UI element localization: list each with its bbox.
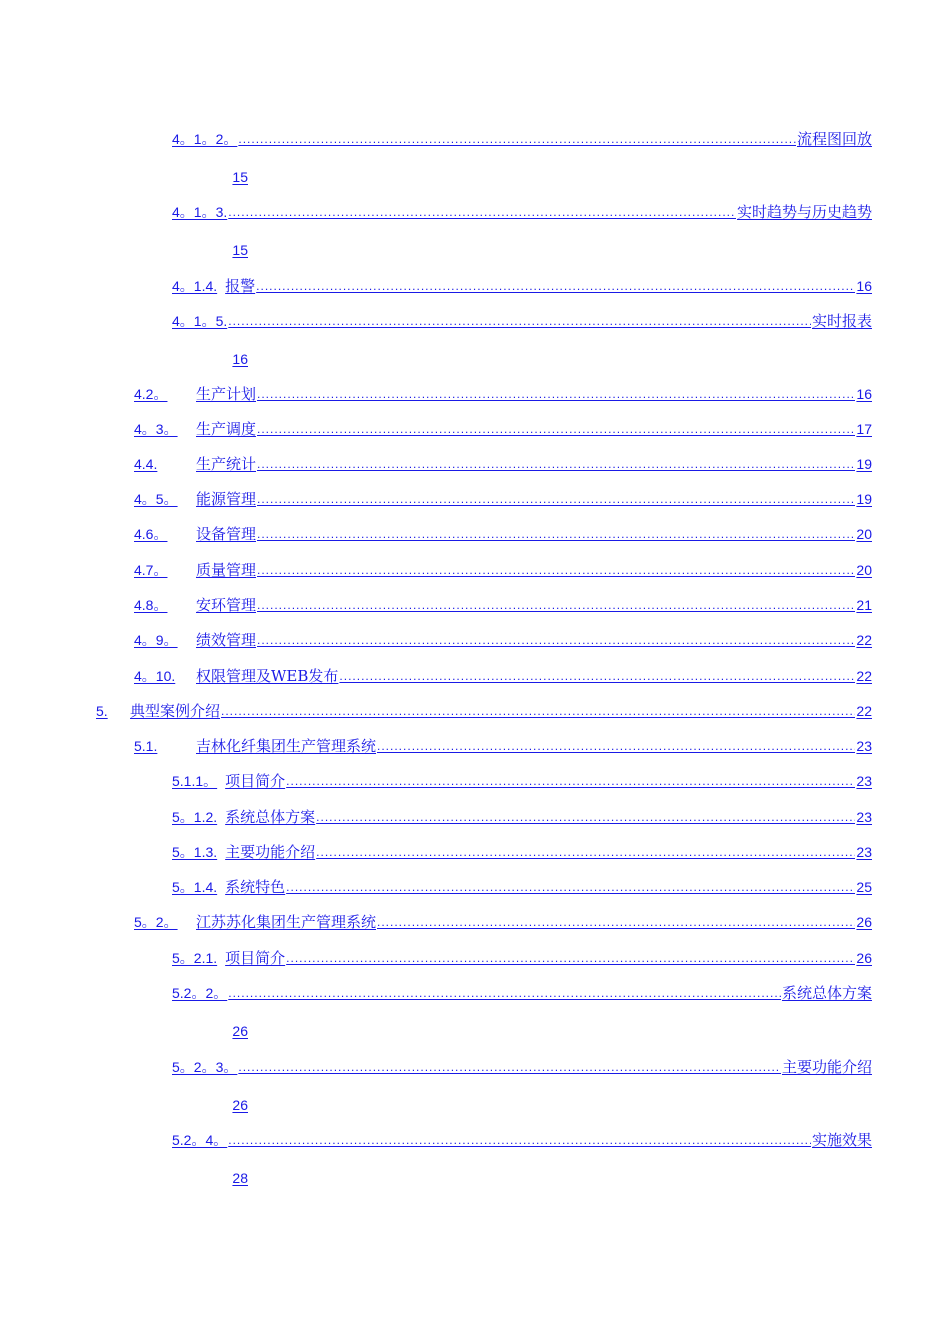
- toc-page-number: 20: [856, 526, 872, 542]
- toc-number: 4.6。: [134, 526, 168, 542]
- toc-entry-4-1-2[interactable]: [172, 126, 872, 148]
- toc-title: 吉林化纤集团生产管理系统: [196, 737, 377, 755]
- toc-title: 绩效管理: [196, 631, 257, 649]
- toc-page-number: 26: [856, 950, 872, 966]
- toc-leader: [257, 561, 855, 579]
- toc-number: 4.7。: [134, 562, 168, 578]
- toc-page-4-1-3[interactable]: [172, 237, 248, 259]
- toc-leader: [238, 1058, 781, 1076]
- toc-title: 系统总体方案: [225, 808, 316, 826]
- toc-title: 生产计划: [196, 385, 257, 403]
- toc-number: 5。1.3.: [172, 844, 218, 860]
- toc-title: 安环管理: [196, 596, 257, 614]
- toc-number: 4。10.: [134, 668, 176, 684]
- toc-leader: [339, 667, 855, 685]
- toc-title: 生产调度: [196, 420, 257, 438]
- toc-leader: [286, 949, 855, 967]
- toc-entry-5-2-1[interactable]: [172, 945, 872, 967]
- toc-leader: [256, 277, 855, 295]
- toc-number: 5.1.1。: [172, 773, 218, 789]
- toc-number: 4。1。2。: [172, 131, 238, 147]
- toc-entry-5[interactable]: [96, 698, 872, 720]
- toc-page-number: 15: [232, 169, 248, 185]
- toc-leader: [316, 843, 855, 861]
- toc-page-number: 28: [232, 1170, 248, 1186]
- toc-entry-5-1-3[interactable]: [172, 839, 872, 861]
- toc-page-number: 16: [856, 386, 872, 402]
- toc-title: 实时趋势与历史趋势: [736, 203, 872, 221]
- toc-number: 5。2.1.: [172, 950, 218, 966]
- toc-entry-5-1-1[interactable]: [172, 768, 872, 790]
- toc-number: 4。1。5.: [172, 313, 228, 329]
- toc-title: 质量管理: [196, 561, 257, 579]
- toc-page-number: 26: [232, 1097, 248, 1113]
- toc-page-number: 20: [856, 562, 872, 578]
- toc-entry-5-1-4[interactable]: [172, 874, 872, 896]
- toc-entry-5-1-2[interactable]: [172, 804, 872, 826]
- toc-title: 江苏苏化集团生产管理系统: [196, 913, 377, 931]
- toc-page-number: 23: [856, 809, 872, 825]
- toc-entry-4-3[interactable]: [134, 416, 872, 438]
- toc-entry-5-2-3[interactable]: [172, 1054, 872, 1076]
- toc-page-number: 22: [856, 703, 872, 719]
- toc-title: 设备管理: [196, 525, 257, 543]
- toc-title: 系统特色: [225, 878, 286, 896]
- toc-entry-5-2-2[interactable]: [172, 980, 872, 1002]
- toc-leader: [257, 631, 855, 649]
- toc-title: 主要功能介绍: [225, 843, 316, 861]
- toc-leader: [316, 808, 855, 826]
- toc-number: 4。1。3.: [172, 204, 228, 220]
- toc-leader: [257, 490, 855, 508]
- toc-page-number: 16: [232, 351, 248, 367]
- toc-page-5-2-2[interactable]: [172, 1018, 248, 1040]
- toc-entry-4-8[interactable]: [134, 592, 872, 614]
- toc-leader: [257, 420, 855, 438]
- toc-page-number: 23: [856, 773, 872, 789]
- toc-page-number: 16: [856, 278, 872, 294]
- toc-entry-5-2[interactable]: [134, 909, 872, 931]
- toc-entry-4-2[interactable]: [134, 381, 872, 403]
- toc-page-number: 17: [856, 421, 872, 437]
- toc-leader: [286, 878, 855, 896]
- toc-page-number: 22: [856, 668, 872, 684]
- toc-leader: [228, 312, 811, 330]
- toc-entry-4-7[interactable]: [134, 557, 872, 579]
- toc-leader: [377, 737, 855, 755]
- toc-entry-4-5[interactable]: [134, 486, 872, 508]
- toc-title: 系统总体方案: [781, 984, 872, 1002]
- toc-page-5-2-4[interactable]: [172, 1165, 248, 1187]
- toc-leader: [228, 203, 736, 221]
- toc-page-5-2-3[interactable]: [172, 1092, 248, 1114]
- toc-number: 4.8。: [134, 597, 168, 613]
- toc-title: 典型案例介绍: [130, 702, 221, 720]
- toc-leader: [286, 772, 855, 790]
- toc-page-number: 25: [856, 879, 872, 895]
- toc-page-number: 15: [232, 242, 248, 258]
- toc-number: 4.4.: [134, 456, 158, 472]
- toc-title: 流程图回放: [796, 130, 872, 148]
- toc-leader: [238, 130, 796, 148]
- toc-page-number: 19: [856, 491, 872, 507]
- toc-page-number: 26: [232, 1023, 248, 1039]
- toc-number: 5.: [96, 703, 108, 719]
- toc-title: 报警: [225, 277, 256, 295]
- toc-entry-4-1-5[interactable]: [172, 308, 872, 330]
- toc-number: 5。1.2.: [172, 809, 218, 825]
- toc-page-4-1-5[interactable]: [172, 346, 248, 368]
- toc-leader: [257, 455, 855, 473]
- toc-entry-5-2-4[interactable]: [172, 1127, 872, 1149]
- toc-title: 实时报表: [811, 312, 872, 330]
- toc-number: 5。2。: [134, 914, 178, 930]
- toc-entry-5-1[interactable]: [134, 733, 872, 755]
- toc-title: 主要功能介绍: [781, 1058, 872, 1076]
- toc-leader: [257, 385, 855, 403]
- toc-title: 生产统计: [196, 455, 257, 473]
- toc-title: 能源管理: [196, 490, 257, 508]
- toc-entry-4-1-3[interactable]: [172, 199, 872, 221]
- toc-number: 4。1.4.: [172, 278, 218, 294]
- toc-entry-4-1-4[interactable]: [172, 273, 872, 295]
- toc-title: 实施效果: [811, 1131, 872, 1149]
- toc-number: 4。5。: [134, 491, 178, 507]
- toc-number: 4。3。: [134, 421, 178, 437]
- toc-page-number: 23: [856, 738, 872, 754]
- toc-number: 5。1.4.: [172, 879, 218, 895]
- toc-page-number: 19: [856, 456, 872, 472]
- toc-leader: [221, 702, 855, 720]
- toc-leader: [228, 984, 781, 1002]
- toc-entry-4-10[interactable]: [134, 663, 872, 685]
- toc-leader: [377, 913, 855, 931]
- toc-page-number: 26: [856, 914, 872, 930]
- toc-leader: [228, 1131, 811, 1149]
- toc-leader: [257, 525, 855, 543]
- toc-title: 项目简介: [225, 949, 286, 967]
- toc-number: 5.2。2。: [172, 985, 228, 1001]
- toc-page-number: 22: [856, 632, 872, 648]
- toc-page-number: 21: [856, 597, 872, 613]
- toc-number: 4。9。: [134, 632, 178, 648]
- toc-leader: [257, 596, 855, 614]
- toc-entry-4-4[interactable]: [134, 451, 872, 473]
- toc-entry-4-9[interactable]: [134, 627, 872, 649]
- toc-number: 5.2。4。: [172, 1132, 228, 1148]
- toc-entry-4-6[interactable]: [134, 521, 872, 543]
- toc-number: 4.2。: [134, 386, 168, 402]
- toc-title: 权限管理及WEB发布: [196, 667, 339, 685]
- toc-page-number: 23: [856, 844, 872, 860]
- toc-title: 项目简介: [225, 772, 286, 790]
- toc-page-4-1-2[interactable]: [172, 164, 248, 186]
- toc-number: 5.1.: [134, 738, 158, 754]
- toc-number: 5。2。3。: [172, 1059, 238, 1075]
